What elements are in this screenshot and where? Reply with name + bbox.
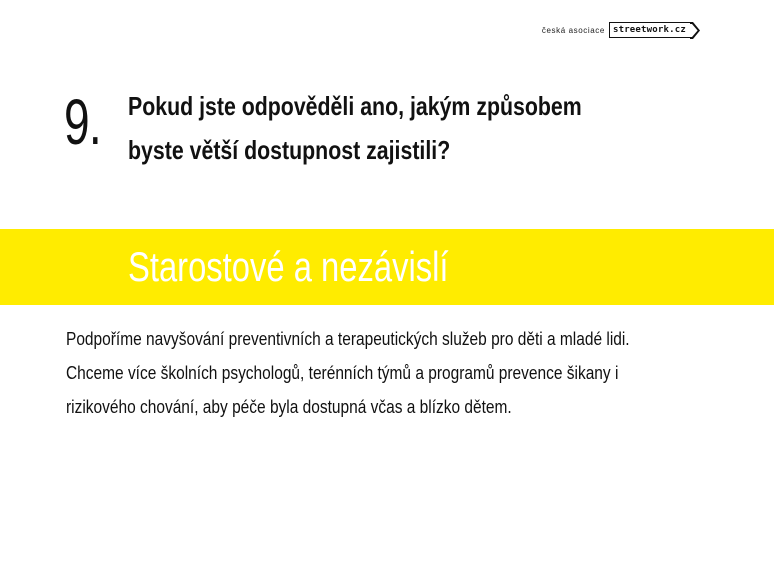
answer-line: rizikového chování, aby péče byla dostupná včas a blízko dětem.: [66, 397, 512, 417]
respondent-name: Starostové a nezávislí: [128, 243, 449, 290]
answer-line: Podpoříme navyšování preventivních a terapeutických služeb pro děti a mladé lidi.: [66, 329, 630, 349]
answer-text: [66, 322, 685, 424]
organization-logo: [542, 22, 690, 38]
question-line: Pokud jste odpověděli ano, jakým způsobem: [128, 91, 582, 121]
question-number: 9.: [64, 86, 101, 158]
question-text: [128, 84, 587, 172]
logo-prefix: česká asociace: [541, 25, 605, 35]
question-line: byste větší dostupnost zajistili?: [128, 135, 451, 165]
logo-brand-box: [609, 22, 690, 38]
arrow-sign-icon: [690, 22, 700, 39]
logo-brand-text: streetwork.cz: [612, 25, 686, 35]
respondent-banner: [0, 229, 774, 305]
answer-line: Chceme více školních psychologů, terénních týmů a programů prevence šikany i: [66, 363, 619, 383]
